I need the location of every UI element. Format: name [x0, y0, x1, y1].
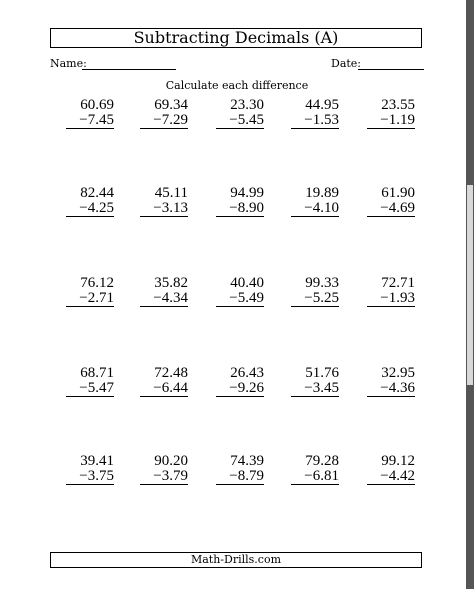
subtrahend: −1.19 — [367, 113, 415, 129]
name-label: Name: — [50, 57, 87, 70]
minuend: 68.71 — [80, 365, 114, 381]
problem — [66, 98, 114, 129]
minuend: 72.48 — [154, 365, 188, 381]
problem — [291, 366, 339, 397]
minuend: 39.41 — [80, 453, 114, 469]
subtrahend: −4.69 — [367, 201, 415, 217]
problem — [367, 276, 415, 307]
problem — [216, 454, 264, 485]
minuend: 69.34 — [154, 97, 188, 113]
subtrahend: −5.25 — [291, 291, 339, 307]
subtrahend: −3.79 — [140, 469, 188, 485]
minuend: 72.71 — [381, 275, 415, 291]
problem — [140, 454, 188, 485]
minuend: 35.82 — [154, 275, 188, 291]
minuend: 61.90 — [381, 185, 415, 201]
problem — [216, 186, 264, 217]
minuend: 44.95 — [305, 97, 339, 113]
problem — [291, 276, 339, 307]
minuend: 40.40 — [230, 275, 264, 291]
minuend: 26.43 — [230, 365, 264, 381]
subtrahend: −4.25 — [66, 201, 114, 217]
subtrahend: −1.53 — [291, 113, 339, 129]
problem — [66, 366, 114, 397]
minuend: 99.33 — [305, 275, 339, 291]
scrollbar-thumb[interactable] — [467, 185, 473, 385]
subtrahend: −3.45 — [291, 381, 339, 397]
minuend: 51.76 — [305, 365, 339, 381]
minuend: 90.20 — [154, 453, 188, 469]
minuend: 82.44 — [80, 185, 114, 201]
problem — [291, 98, 339, 129]
subtrahend: −8.79 — [216, 469, 264, 485]
minuend: 60.69 — [80, 97, 114, 113]
worksheet-title: Subtracting Decimals (A) — [50, 28, 422, 48]
problem — [140, 186, 188, 217]
subtrahend: −7.29 — [140, 113, 188, 129]
subtrahend: −5.47 — [66, 381, 114, 397]
problem — [66, 454, 114, 485]
subtrahend: −3.13 — [140, 201, 188, 217]
problem — [66, 276, 114, 307]
problem — [216, 98, 264, 129]
minuend: 79.28 — [305, 453, 339, 469]
subtrahend: −5.49 — [216, 291, 264, 307]
problem — [291, 454, 339, 485]
subtrahend: −9.26 — [216, 381, 264, 397]
problem — [367, 98, 415, 129]
problem — [216, 276, 264, 307]
minuend: 94.99 — [230, 185, 264, 201]
minuend: 32.95 — [381, 365, 415, 381]
footer: Math-Drills.com — [50, 552, 422, 568]
minuend: 23.30 — [230, 97, 264, 113]
subtrahend: −3.75 — [66, 469, 114, 485]
minuend: 76.12 — [80, 275, 114, 291]
problem — [216, 366, 264, 397]
minuend: 99.12 — [381, 453, 415, 469]
instructions: Calculate each difference — [165, 79, 309, 92]
subtrahend: −2.71 — [66, 291, 114, 307]
subtrahend: −6.81 — [291, 469, 339, 485]
problem — [367, 366, 415, 397]
problem — [367, 454, 415, 485]
subtrahend: −4.42 — [367, 469, 415, 485]
subtrahend: −5.45 — [216, 113, 264, 129]
problem — [291, 186, 339, 217]
minuend: 23.55 — [381, 97, 415, 113]
minuend: 19.89 — [305, 185, 339, 201]
subtrahend: −1.93 — [367, 291, 415, 307]
problem — [140, 276, 188, 307]
minuend: 45.11 — [154, 185, 188, 201]
date-label: Date: — [331, 57, 362, 70]
subtrahend: −6.44 — [140, 381, 188, 397]
subtrahend: −7.45 — [66, 113, 114, 129]
problem — [140, 366, 188, 397]
problem — [66, 186, 114, 217]
subtrahend: −4.10 — [291, 201, 339, 217]
problem — [140, 98, 188, 129]
minuend: 74.39 — [230, 453, 264, 469]
subtrahend: −4.34 — [140, 291, 188, 307]
subtrahend: −4.36 — [367, 381, 415, 397]
subtrahend: −8.90 — [216, 201, 264, 217]
problem — [367, 186, 415, 217]
